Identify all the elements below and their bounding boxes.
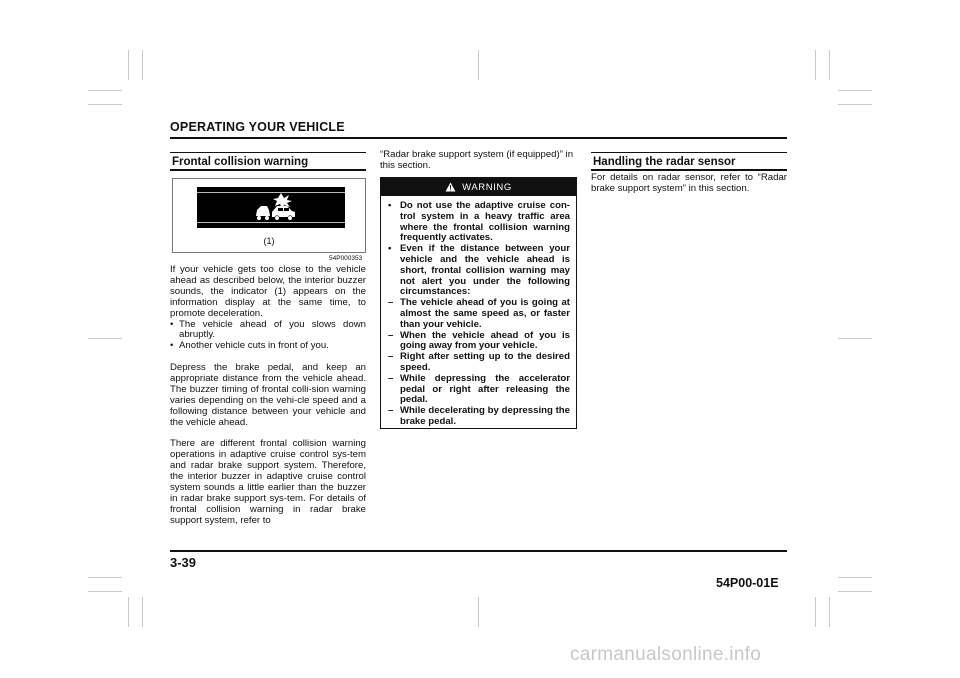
watermark: carmanualsonline.info — [570, 644, 762, 665]
section-rule-bottom — [591, 169, 787, 171]
list-item: • Another vehicle cuts in front of you. — [170, 340, 329, 352]
crop-mark — [142, 50, 143, 80]
crop-mark — [88, 104, 122, 105]
crop-mark — [478, 597, 479, 627]
list-item: – When the vehicle ahead of you is going away from your vehicle. — [388, 329, 570, 352]
left-column-body — [170, 265, 366, 538]
crop-mark — [88, 577, 122, 578]
crop-mark — [88, 90, 122, 91]
warning-header — [381, 178, 576, 196]
section-title-radar-sensor: Handling the radar sensor — [593, 156, 736, 168]
crop-mark — [829, 597, 830, 627]
list-item: – While decelerating by depressing the brake pedal. — [388, 405, 570, 427]
continued-text: “Radar brake support system (if equipped)” in this section. — [380, 149, 574, 171]
section-title-frontal-collision: Frontal collision warning — [172, 156, 309, 168]
crop-mark — [88, 338, 122, 339]
warning-title: WARNING — [462, 181, 512, 193]
section-rule-top — [170, 152, 366, 153]
figure-code: 54P000353 — [329, 255, 363, 262]
warning-triangle-icon — [445, 182, 456, 192]
crop-mark — [142, 597, 143, 627]
information-display — [197, 187, 345, 228]
list-item: – The vehicle ahead of you is going at almost the same speed as, or faster than your vehicle. — [388, 297, 570, 330]
list-item: • Even if the distance between your vehicle and the vehicle ahead is short, frontal collision warning may not alert you under the following circumstances: — [388, 243, 570, 298]
section-rule-top — [591, 152, 787, 153]
list-item: – While depressing the accelerator pedal or right after releasing the pedal. — [388, 372, 570, 406]
intro-paragraph: If your vehicle gets too close to the vehicle ahead as described below, the interior buzzer sounds, the indicator (1) appears on the information display at the same time, to promote deceleration. — [170, 264, 366, 319]
page-number: 3-39 — [170, 555, 197, 570]
list-item: – Right after setting up to the desired speed. — [388, 351, 570, 373]
crop-mark — [838, 90, 872, 91]
crop-mark — [88, 591, 122, 592]
list-item: • The vehicle ahead of you slows down abruptly. — [170, 318, 366, 341]
figure-callout-label: (1) — [263, 236, 275, 246]
list-item: • Do not use the adaptive cruise con-trol system in a heavy traffic area where the frontal collision warning frequently activates. — [388, 200, 570, 244]
crop-mark — [815, 597, 816, 627]
frontal-collision-warning-icon — [197, 187, 345, 228]
warning-body — [388, 201, 570, 428]
header-rule — [170, 137, 787, 139]
footer-rule — [170, 550, 787, 552]
crop-mark — [829, 50, 830, 80]
crop-mark — [815, 50, 816, 80]
crop-mark — [838, 591, 872, 592]
warning-box — [380, 177, 577, 429]
crop-mark — [838, 104, 872, 105]
right-column-body: For details on radar sensor, refer to “Radar brake support system” in this section. — [591, 172, 787, 194]
running-header: OPERATING YOUR VEHICLE — [170, 120, 345, 134]
crop-mark — [838, 338, 872, 339]
crop-mark — [128, 597, 129, 627]
crop-mark — [128, 50, 129, 80]
crop-mark — [838, 577, 872, 578]
crop-mark — [478, 50, 479, 80]
paragraph: Depress the brake pedal, and keep an appropriate distance from the vehicle ahead. The buzzer timing of frontal colli-sion warning varies depending on the vehi-cle speed and a following distance between your vehicle and the vehicle ahead. — [170, 362, 366, 428]
paragraph: There are different frontal collision warning operations in adaptive cruise control sys-tem and radar brake support system. Therefore, the interior buzzer in adaptive cruise control system sounds a little earlier than the buzzer in radar brake support sys-tem. For details of frontal collision warning in radar brake support system, refer to — [170, 438, 366, 526]
section-rule-bottom — [170, 169, 366, 171]
indicator-figure — [172, 178, 366, 253]
document-code: 54P00-01E — [716, 576, 779, 590]
